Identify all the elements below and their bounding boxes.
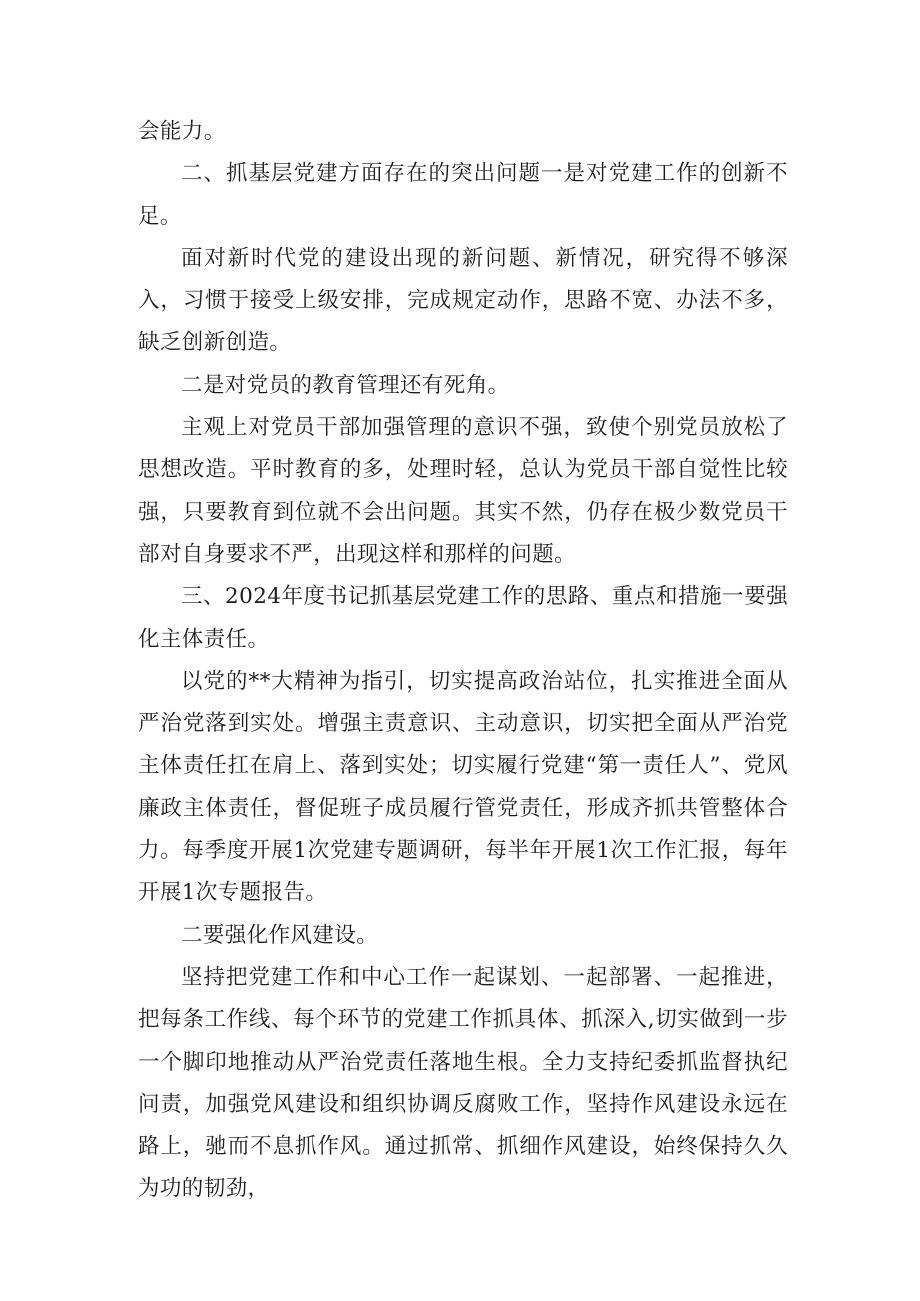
paragraph-8: 二要强化作风建设。 xyxy=(181,922,379,948)
paragraph-5: 主观上对党员干部加强管理的意识不强，致使个别党员放松了思想改造。平时教育的多，处理时轻，总认为党员干部自觉性比较强，只要教育到位就不会出问题。其实不然，仍存在极少数党员干部对自身要求不严，出现这样和那样的问题。 xyxy=(138,415,788,567)
paragraph-2: 二、抓基层党建方面存在的突出问题一是对党建工作的创新不足。 xyxy=(138,161,788,229)
paragraph-7: 以党的**大精神为指引，切实提高政治站位，扎实推进全面从严治党落到实处。增强主责意识、主动意识，切实把全面从严治党主体责任扛在肩上、落到实处；切实履行党建“第一责任人”、党风廉政主体责任，督促班子成员履行管党责任，形成齐抓共管整体合力。每季度开展1次党建专题调研，每半年开展1次工作汇报，每年开展1次专题报告。 xyxy=(138,668,788,906)
paragraph-3: 面对新时代党的建设出现的新问题、新情况，研究得不够深入，习惯于接受上级安排，完成规定动作，思路不宽、办法不多，缺乏创新创造。 xyxy=(138,245,788,356)
paragraph-9: 坚持把党建工作和中心工作一起谋划、一起部署、一起推进，把每条工作线、每个环节的党建工作抓具体、抓深入,切实做到一步一个脚印地推动从严治党责任落地生根。全力支持纪委抓监督执纪问责，加强党风建设和组织协调反腐败工作，坚持作风建设永远在路上，驰而不息抓作风。通过抓常、抓细作风建设，始终保持久久为功的韧劲， xyxy=(138,964,788,1202)
paragraph-1: 会能力。 xyxy=(138,119,226,144)
document-body xyxy=(138,111,788,1211)
paragraph-6: 三、2024年度书记抓基层党建工作的思路、重点和措施一要强化主体责任。 xyxy=(138,584,788,652)
paragraph-4: 二是对党员的教育管理还有死角。 xyxy=(181,372,510,398)
